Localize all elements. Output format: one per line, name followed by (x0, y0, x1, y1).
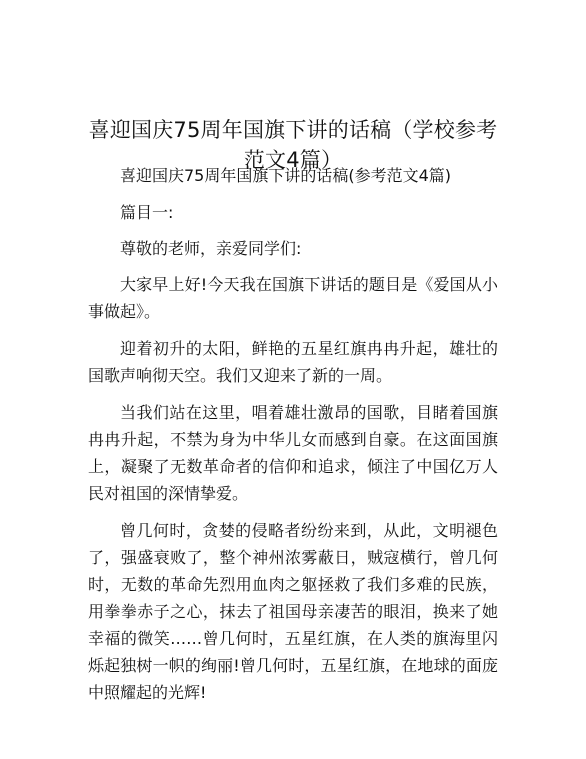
body-paragraph: 大家早上好!今天我在国旗下讲话的题目是《爱国从小事做起》。 (88, 275, 498, 321)
salutation: 尊敬的老师，亲爱同学们: (120, 239, 302, 258)
section-heading: 篇目一: (120, 203, 174, 222)
document-subtitle: 喜迎国庆75周年国旗下讲的话稿(参考范文4篇) (120, 166, 452, 185)
body-paragraph: 当我们站在这里，唱着雄壮激昂的国歌，目睹着国旗冉冉升起，不禁为身为中华儿女而感到自豪。在这面国旗上，凝聚了无数革命者的信仰和追求，倾注了中国亿万人民对祖国的深情挚爱。 (88, 403, 498, 503)
body-paragraph: 迎着初升的太阳，鲜艳的五星红旗冉冉升起，雄壮的国歌声响彻天空。我们又迎来了新的一周。 (88, 339, 498, 385)
document-body (88, 162, 498, 716)
body-paragraph: 曾几何时，贪婪的侵略者纷纷来到，从此，文明褪色了，强盛衰败了，整个神州浓雾蔽日，贼寇横行，曾几何时，无数的革命先烈用血肉之躯拯救了我们多难的民族，用拳拳赤子之心，抹去了祖国母亲凄苦的眼泪，换来了她幸福的微笑……曾几何时，五星红旗，在人类的旗海里闪烁起独树一帜的绚丽!曾几何时，五星红旗，在地球的面庞中照耀起的光辉! (88, 521, 498, 702)
document-title: 喜迎国庆75周年国旗下讲的话稿（学校参考范文4篇） (88, 118, 498, 173)
